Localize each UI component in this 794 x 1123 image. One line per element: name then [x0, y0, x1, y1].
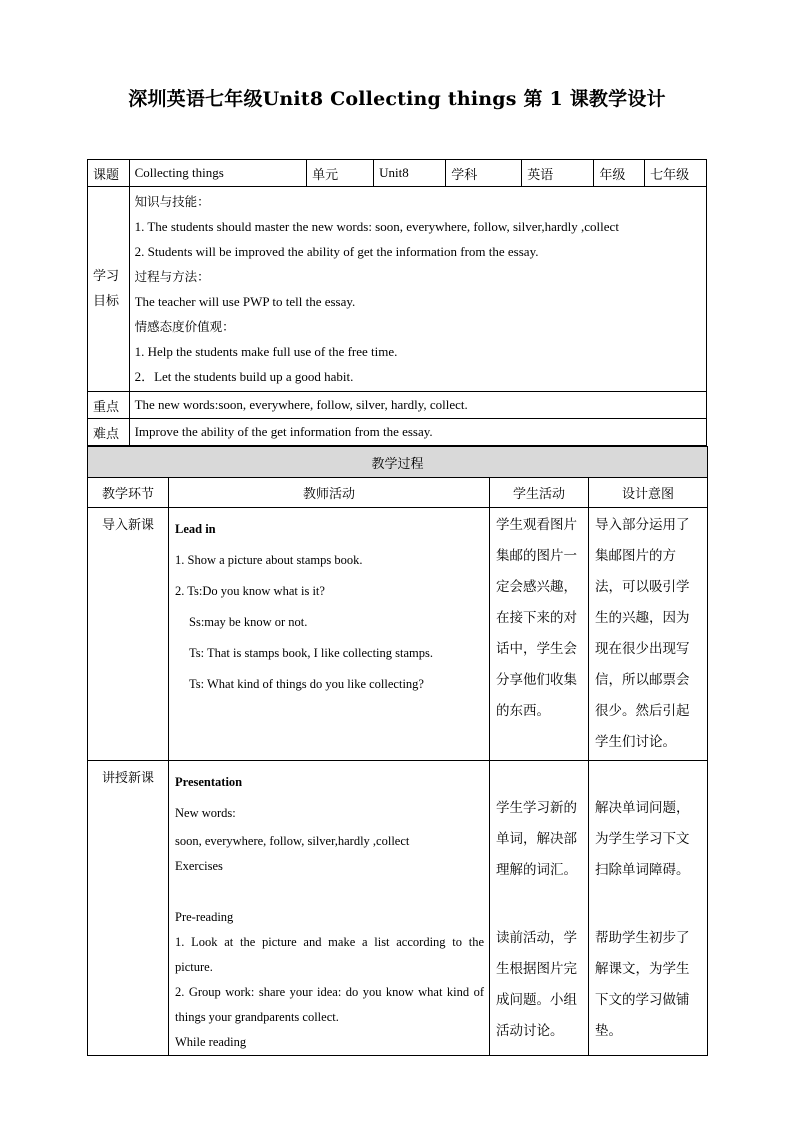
activity-line: 2. Group work: share your idea: do you know what kind of things your grandparents collect. — [175, 985, 484, 1024]
objective-line: The teacher will use PWP to tell the essay. — [134, 294, 356, 309]
activity-line: Exercises — [175, 859, 223, 873]
topic-label: 课题 — [88, 160, 130, 187]
activity-line: soon, everywhere, follow, silver,hardly ,collect — [175, 834, 410, 848]
section-heading: Presentation — [175, 775, 243, 789]
design-intent-presentation — [589, 761, 708, 1056]
activity-line: 2. Ts:Do you know what is it? — [175, 584, 325, 598]
teacher-activity-lead-in — [169, 508, 490, 761]
basic-info-table — [87, 159, 707, 446]
objectives-label — [88, 187, 130, 392]
objective-line: 1. The students should master the new words: soon, everywhere, follow, silver,hardly ,collect — [134, 219, 619, 234]
activity-line: Ts: That is stamps book, I like collecting stamps. — [189, 646, 434, 660]
activity-line: 1. Show a picture about stamps book. — [175, 553, 363, 567]
objectives-label-line1: 学习 — [93, 269, 120, 284]
activity-line: While reading — [175, 1035, 247, 1049]
stage-presentation: 讲授新课 — [88, 761, 169, 1056]
student-activity-words: 学生学习新的单词，解决部理解的词汇。 — [496, 800, 577, 878]
objective-line: 情感态度价值观： — [134, 319, 235, 334]
subject-value: 英语 — [522, 160, 594, 187]
objective-line: 过程与方法： — [134, 269, 210, 284]
key-points-value: The new words:soon, everywhere, follow, silver, hardly, collect. — [129, 392, 706, 419]
activity-line: Ts: What kind of things do you like collecting? — [189, 677, 424, 691]
objective-line: 1. Help the students make full use of the free time. — [134, 344, 398, 359]
design-intent-lead-in: 导入部分运用了集邮图片的方法，可以吸引学生的兴趣，因为现在很少出现写信，所以邮票会很少。然后引起学生们讨论。 — [589, 508, 708, 761]
activity-line: New words: — [175, 806, 236, 820]
objective-line: 2. Students will be improved the ability of get the information from the essay. — [134, 244, 539, 259]
activity-line: Pre-reading — [175, 910, 234, 924]
teacher-activity-presentation — [169, 761, 490, 1056]
stage-lead-in: 导入新课 — [88, 508, 169, 761]
difficulties-value: Improve the ability of the get information from the essay. — [129, 419, 706, 446]
unit-label: 单元 — [307, 160, 374, 187]
document-title: 深圳英语七年级Unit8 Collecting things 第 1 课教学设计 — [128, 88, 666, 110]
section-heading: Lead in — [175, 522, 216, 536]
unit-value: Unit8 — [374, 160, 446, 187]
activity-line: 1. Look at the picture and make a list according to the picture. — [175, 935, 484, 974]
objectives-label-line2: 目标 — [93, 294, 120, 309]
grade-value: 七年级 — [645, 160, 707, 187]
grade-label: 年级 — [594, 160, 645, 187]
design-intent-words: 解决单词问题，为学生学习下文扫除单词障碍。 — [595, 800, 690, 878]
process-table — [87, 446, 708, 1056]
design-intent-pre-reading: 帮助学生初步了解课文，为学生下文的学习做铺垫。 — [595, 930, 690, 1039]
topic-value: Collecting things — [129, 160, 307, 187]
student-activity-lead-in: 学生观看图片集邮的图片一定会感兴趣，在接下来的对话中，学生会分享他们收集的东西。 — [490, 508, 589, 761]
activity-line: Ss:may be know or not. — [189, 615, 308, 629]
col-header-student: 学生活动 — [490, 478, 589, 508]
objective-line: 知识与技能： — [134, 194, 210, 209]
key-points-label: 重点 — [88, 392, 130, 419]
subject-label: 学科 — [446, 160, 522, 187]
col-header-stage: 教学环节 — [88, 478, 169, 508]
col-header-intent: 设计意图 — [589, 478, 708, 508]
objectives-content — [129, 187, 706, 392]
objective-line: 2．Let the students build up a good habit. — [134, 369, 354, 384]
col-header-teacher: 教师活动 — [169, 478, 490, 508]
difficulties-label: 难点 — [88, 419, 130, 446]
process-header: 教学过程 — [88, 447, 708, 478]
student-activity-presentation — [490, 761, 589, 1056]
student-activity-pre-reading: 读前活动，学生根据图片完成问题。小组活动讨论。 — [496, 930, 577, 1039]
